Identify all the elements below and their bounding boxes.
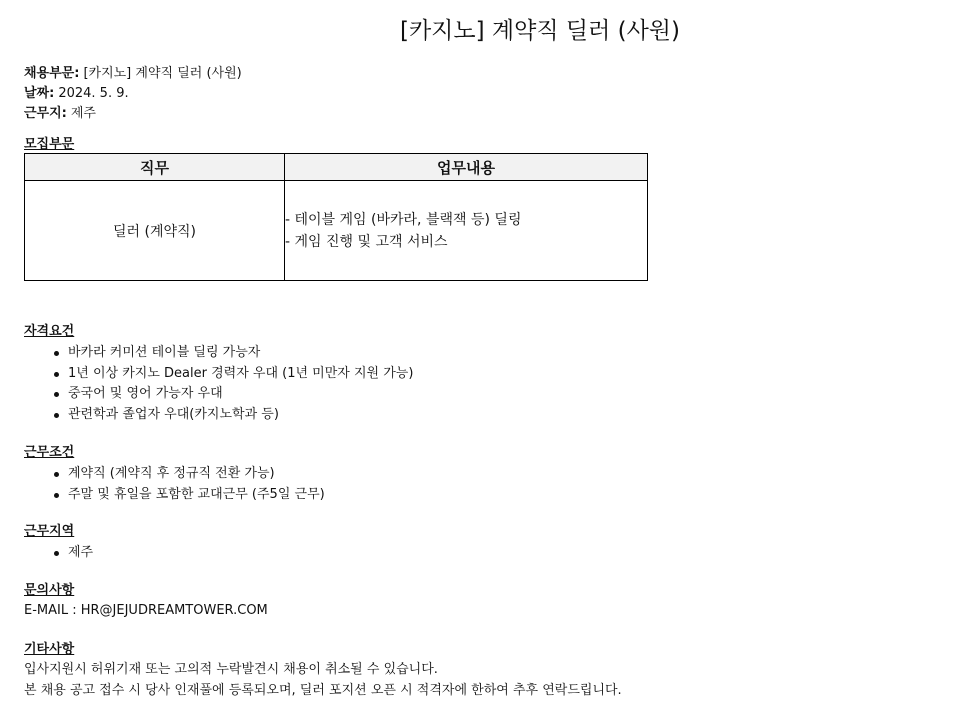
duty-line: - 테이블 게임 (바카라, 블랙잭 등) 딜링 xyxy=(285,211,522,228)
job-table xyxy=(24,153,648,281)
recruit-heading: 모집부문 xyxy=(24,137,75,152)
notice-line: 입사지원시 허위기재 또는 고의적 누락발견시 채용이 취소될 수 있습니다. xyxy=(24,662,438,677)
column-header-role: 직무 xyxy=(25,154,285,181)
info-row-date xyxy=(24,84,242,104)
qualifications-list xyxy=(24,343,413,425)
other-section xyxy=(24,641,622,701)
inquiry-section xyxy=(24,582,268,621)
contact-email: E-MAIL : HR@JEJUDREAMTOWER.COM xyxy=(24,603,268,618)
job-info xyxy=(24,64,242,124)
info-label: 근무지: xyxy=(24,106,67,121)
list-item: 주말 및 휴일을 포함한 교대근무 (주5일 근무) xyxy=(68,485,325,506)
info-value: 2024. 5. 9. xyxy=(58,86,129,101)
qualifications-section xyxy=(24,323,413,425)
info-value: [카지노] 계약직 딜러 (사원) xyxy=(83,66,242,81)
location-list xyxy=(24,543,93,564)
list-item: 중국어 및 영어 가능자 우대 xyxy=(68,384,413,405)
list-item: 바카라 커미션 테이블 딜링 가능자 xyxy=(68,343,413,364)
list-item: 계약직 (계약직 후 정규직 전환 가능) xyxy=(68,464,325,485)
location-section xyxy=(24,523,93,564)
info-row-division xyxy=(24,64,242,84)
table-row xyxy=(25,181,648,281)
list-item: 1년 이상 카지노 Dealer 경력자 우대 (1년 미만자 지원 가능) xyxy=(68,364,413,385)
column-header-duties: 업무내용 xyxy=(285,154,648,181)
inquiry-heading: 문의사항 xyxy=(24,583,75,598)
role-cell: 딜러 (계약직) xyxy=(25,181,285,281)
conditions-heading: 근무조건 xyxy=(24,445,75,460)
info-label: 채용부문: xyxy=(24,66,80,81)
other-heading: 기타사항 xyxy=(24,642,75,657)
list-item: 관련학과 졸업자 우대(카지노학과 등) xyxy=(68,405,413,426)
location-heading: 근무지역 xyxy=(24,524,75,539)
conditions-section xyxy=(24,444,325,505)
info-label: 날짜: xyxy=(24,86,55,101)
list-item: 제주 xyxy=(68,543,93,564)
page-title: [카지노] 계약직 딜러 (사원) xyxy=(399,18,680,44)
table-header-row xyxy=(25,154,648,181)
info-row-workplace xyxy=(24,104,242,124)
qualifications-heading: 자격요건 xyxy=(24,324,75,339)
info-value: 제주 xyxy=(70,106,96,121)
notice-line: 본 채용 공고 접수 시 당사 인재풀에 등록되오며, 딜러 포지션 오픈 시 적격자에 한하여 추후 연락드립니다. xyxy=(24,683,622,698)
duties-cell xyxy=(285,181,648,281)
conditions-list xyxy=(24,464,325,505)
duty-line: - 게임 진행 및 고객 서비스 xyxy=(285,233,448,250)
